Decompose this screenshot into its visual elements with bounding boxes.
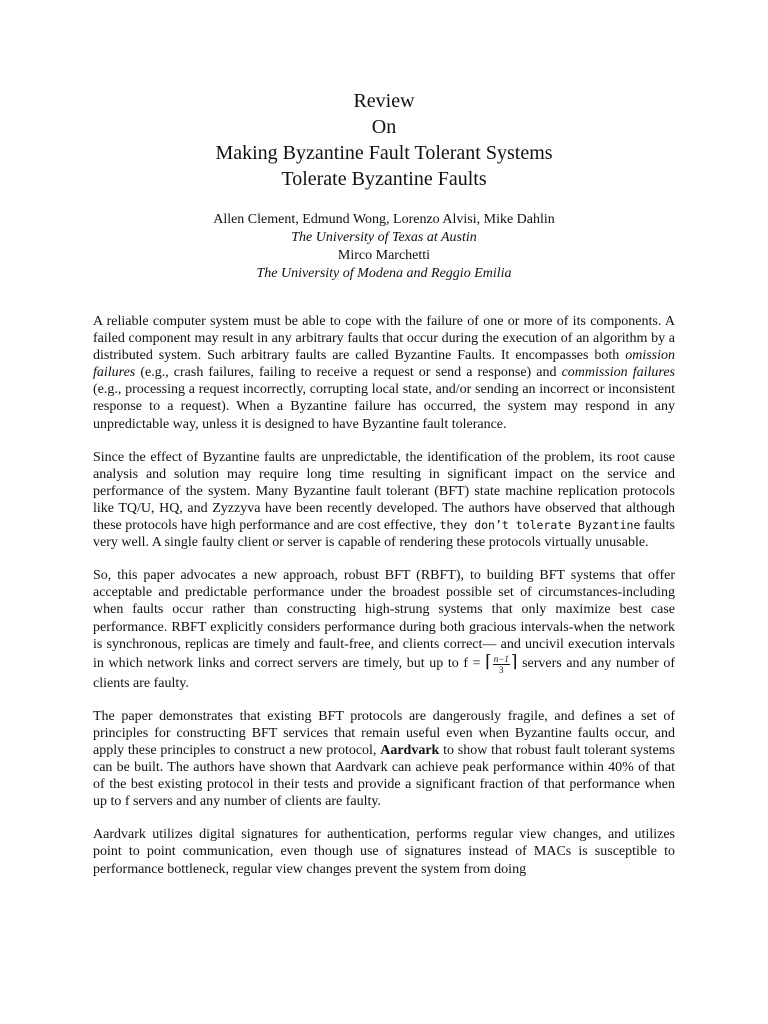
p2-text-b: faults very well. A single faulty client or server is capable of rendering these protocols virtually unusable.: [93, 518, 675, 551]
p3-text-b: servers and any number of clients are faulty.: [93, 655, 675, 691]
ceil-right: ⌉: [510, 651, 518, 671]
title-block: [0, 88, 768, 192]
ceil-left: ⌈: [485, 651, 492, 671]
p1-text-c: (e.g., processing a request incorrectly, corrupting local state, and/or sending an incorrect or inconsistent response to a request). When a Byzantine failure has occurred, the system may respond in any unpredictable way, unless it is designed to have Byzantine fault tolerance.: [93, 382, 675, 432]
title-main: Making Byzantine Fault Tolerant Systems: [215, 142, 553, 164]
author-names-2: Mirco Marchetti: [337, 248, 431, 263]
p1-text-a: A reliable computer system must be able to cope with the failure of one or more of its components. A failed component may result in any arbitrary faults that occur during the execution of an algorithm by a distributed system. Such arbitrary faults are called Byzantine Faults. It encompasses both: [93, 314, 675, 364]
fraction-numerator: n−1: [493, 653, 509, 664]
p2-text-a: Since the effect of Byzantine faults are unpredictable, the identification of the problem, its root cause analysis and solution may require long time resulting in significant impact on the service and performance of the system. Many Byzantine fault tolerant (BFT) state machine replication protocols like TQ/U, HQ, and Zyzzyva have been recently developed. The authors have observed that although these protocols have high performance and are cost effective,: [93, 449, 675, 534]
p3-text-a: So, this paper advocates a new approach, robust BFT (RBFT), to building BFT systems that offer acceptable and predictable performance under the broadest possible set of circumstances-including when faults occur rather than constructing high-strung systems that only maximize best case performance. RBFT explicitly considers performance during both gracious intervals-when the network is synchronous, replicas are timely and fault-free, and clients correct— and uncivil execution intervals in which network links and correct servers are timely, but up to f =: [93, 568, 675, 671]
paragraph-5: [93, 826, 675, 877]
p1-text-b: (e.g., crash failures, failing to receive a request or send a response) and: [135, 365, 562, 381]
p2-mono-text: they don’t tolerate Byzantine: [439, 518, 641, 533]
paragraph-3: [93, 567, 675, 692]
body-text: [93, 313, 675, 894]
p4-text-a: The paper demonstrates that existing BFT protocols are dangerously fragile, and defines a set of principles for constructing BFT services that remain useful even when Byzantine faults occur, and apply these principles to construct a new protocol,: [93, 708, 675, 758]
title-review: Review: [353, 90, 415, 112]
author-names-1: Allen Clement, Edmund Wong, Lorenzo Alvisi, Mike Dahlin: [213, 212, 555, 227]
fraction: [493, 654, 510, 675]
p4-text-b: to show that robust fault tolerant systems can be built. The authors have shown that Aardvark can achieve peak performance within 40% of that of the best existing protocol in their tests and provide a significant fraction of that performance when up to f servers and any number of clients are faulty.: [93, 742, 675, 810]
affiliation-2: The University of Modena and Reggio Emilia: [256, 266, 512, 281]
paragraph-1: [93, 313, 675, 433]
affiliation-1: The University of Texas at Austin: [291, 230, 477, 245]
p1-commission-term: commission failures: [561, 365, 676, 381]
p4-aardvark: Aardvark: [380, 742, 440, 758]
authors-block: [0, 211, 768, 283]
paragraph-4: [93, 708, 675, 811]
p1-omission-term: omission failures: [93, 348, 675, 381]
paragraph-2: [93, 449, 675, 552]
title-on: On: [371, 116, 397, 138]
p5-text-a: Aardvark utilizes digital signatures for authentication, performs regular view changes, and utilizes point to point communication, even though use of signatures instead of MACs is susceptible to performance bottleneck, regular view changes prevent the system from doing: [93, 827, 675, 877]
fraction-denominator: 3: [499, 664, 504, 675]
title-sub: Tolerate Byzantine Faults: [281, 168, 487, 190]
